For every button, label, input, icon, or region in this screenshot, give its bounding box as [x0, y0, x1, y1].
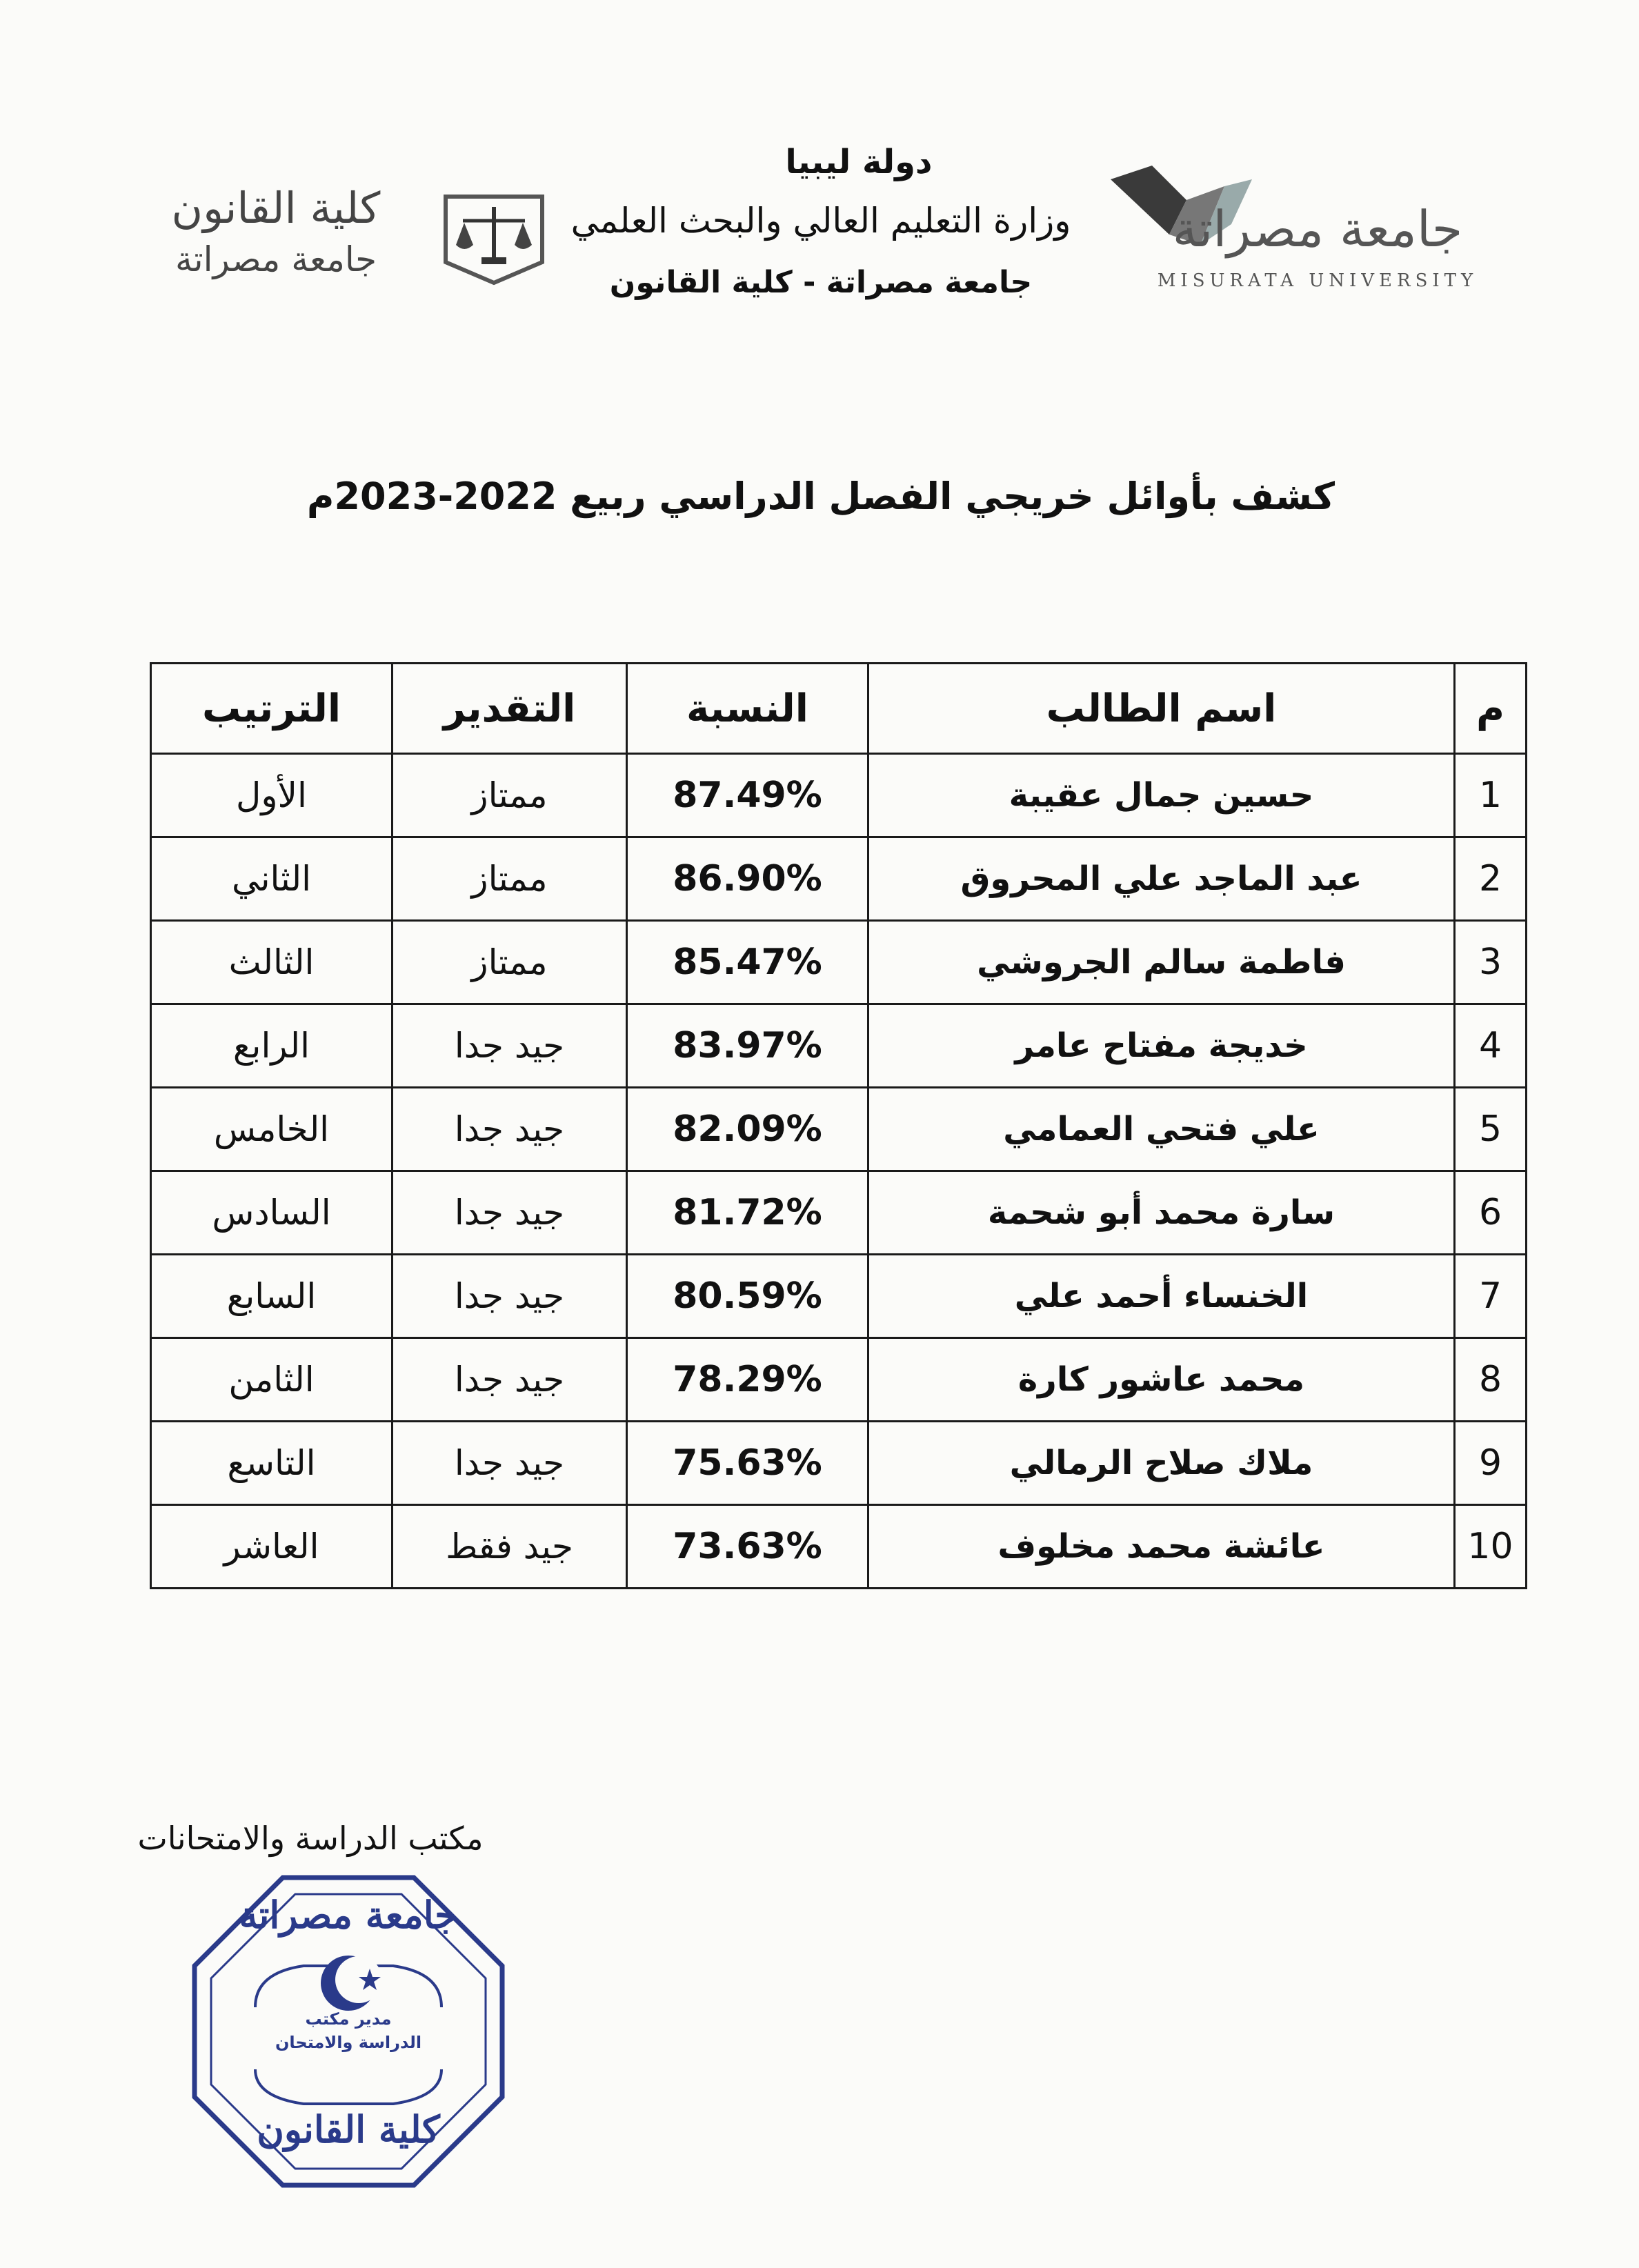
row-rank: السادس [151, 1171, 393, 1255]
row-grade: جيد فقط [393, 1505, 627, 1589]
row-grade: جيد جدا [393, 1422, 627, 1505]
row-percent: 82.09% [627, 1088, 868, 1171]
row-grade: جيد جدا [393, 1004, 627, 1088]
row-num: 3 [1455, 921, 1527, 1004]
row-percent: 83.97% [627, 1004, 868, 1088]
row-name: ملاك صلاح الرمالي [868, 1422, 1455, 1505]
row-rank: التاسع [151, 1422, 393, 1505]
table-row [151, 1505, 1527, 1589]
stamp-line-1: مدير مكتب [305, 2009, 392, 2029]
row-rank: السابع [151, 1255, 393, 1338]
row-num: 8 [1455, 1338, 1527, 1422]
table-row [151, 1004, 1527, 1088]
row-num: 10 [1455, 1505, 1527, 1589]
row-percent: 80.59% [627, 1255, 868, 1338]
table-row [151, 1255, 1527, 1338]
university-arabic-name: جامعة مصراتة [1172, 200, 1463, 258]
table-row [151, 754, 1527, 837]
row-percent: 78.29% [627, 1338, 868, 1422]
stamp-university: جامعة مصراتة [239, 1893, 458, 1937]
state-name: دولة ليبيا [785, 143, 933, 181]
row-name: محمد عاشور كارة [868, 1338, 1455, 1422]
row-name: سارة محمد أبو شحمة [868, 1171, 1455, 1255]
row-rank: الثاني [151, 837, 393, 921]
row-grade: جيد جدا [393, 1338, 627, 1422]
stamp-title [186, 2007, 510, 2054]
header-num: م [1455, 664, 1527, 754]
table-row [151, 1422, 1527, 1505]
stamp-line-2: الدراسة والامتحان [275, 2033, 422, 2052]
row-name: خديجة مفتاح عامر [868, 1004, 1455, 1088]
row-num: 9 [1455, 1422, 1527, 1505]
table-row [151, 921, 1527, 1004]
graduates-table [150, 662, 1527, 1589]
row-name: عبد الماجد علي المحروق [868, 837, 1455, 921]
row-grade: ممتاز [393, 754, 627, 837]
row-rank: الثامن [151, 1338, 393, 1422]
exam-office-label: مكتب الدراسة والامتحانات [137, 1820, 484, 1857]
row-grade: ممتاز [393, 921, 627, 1004]
law-college-logo [124, 176, 566, 293]
row-percent: 86.90% [627, 837, 868, 921]
row-rank: الخامس [151, 1088, 393, 1171]
table-header-row [151, 664, 1527, 754]
row-rank: الأول [151, 754, 393, 837]
university-college-name: جامعة مصراتة - كلية القانون [609, 265, 1033, 300]
row-num: 2 [1455, 837, 1527, 921]
university-logo [1104, 159, 1518, 310]
row-grade: ممتاز [393, 837, 627, 921]
row-num: 7 [1455, 1255, 1527, 1338]
row-num: 6 [1455, 1171, 1527, 1255]
row-percent: 81.72% [627, 1171, 868, 1255]
table-row [151, 1338, 1527, 1422]
row-percent: 75.63% [627, 1422, 868, 1505]
document-title: كشف بأوائل خريجي الفصل الدراسي ربيع 2022-2023م [306, 475, 1335, 518]
header-rank: الترتيب [151, 664, 393, 754]
header-name: اسم الطالب [868, 664, 1455, 754]
official-stamp [186, 1869, 510, 2194]
letterhead-center [566, 138, 1076, 310]
row-percent: 87.49% [627, 754, 868, 837]
row-name: عائشة محمد مخلوف [868, 1505, 1455, 1589]
row-name: علي فتحي العمامي [868, 1088, 1455, 1171]
row-percent: 73.63% [627, 1505, 868, 1589]
university-english-name: MISURATA UNIVERSITY [1157, 270, 1478, 291]
row-num: 1 [1455, 754, 1527, 837]
scales-of-justice-icon [439, 190, 549, 286]
row-grade: جيد جدا [393, 1255, 627, 1338]
header-percent: النسبة [627, 664, 868, 754]
header-grade: التقدير [393, 664, 627, 754]
law-college-name: كلية القانون [171, 183, 381, 233]
ministry-name: وزارة التعليم العالي والبحث العلمي [570, 201, 1071, 241]
table-row [151, 1171, 1527, 1255]
table-row [151, 1088, 1527, 1171]
row-rank: الثالث [151, 921, 393, 1004]
row-rank: العاشر [151, 1505, 393, 1589]
row-percent: 85.47% [627, 921, 868, 1004]
row-rank: الرابع [151, 1004, 393, 1088]
row-name: فاطمة سالم الجروشي [868, 921, 1455, 1004]
law-university-name: جامعة مصراتة [175, 239, 377, 279]
row-grade: جيد جدا [393, 1171, 627, 1255]
stamp-college: كلية القانون [257, 2107, 440, 2151]
row-grade: جيد جدا [393, 1088, 627, 1171]
row-num: 5 [1455, 1088, 1527, 1171]
table-row [151, 837, 1527, 921]
row-name: حسين جمال عقيبة [868, 754, 1455, 837]
row-name: الخنساء أحمد علي [868, 1255, 1455, 1338]
row-num: 4 [1455, 1004, 1527, 1088]
